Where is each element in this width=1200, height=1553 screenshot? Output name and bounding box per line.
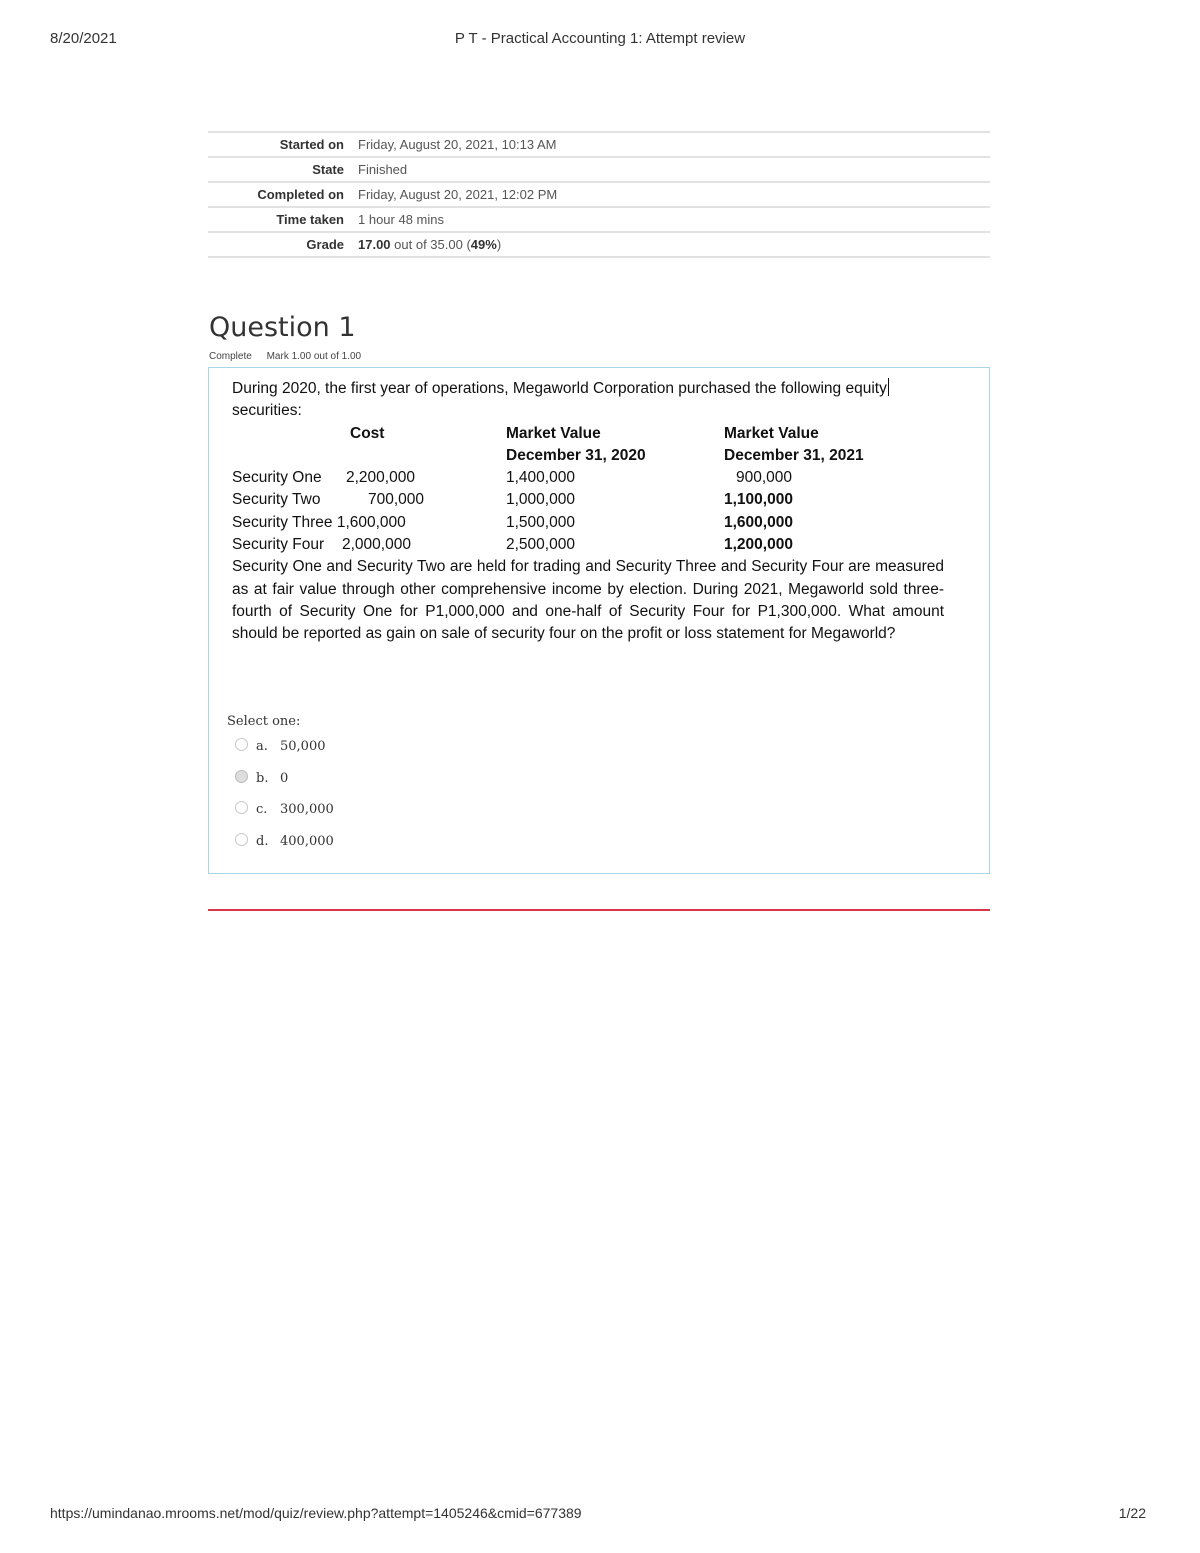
radio-selected-icon[interactable] xyxy=(235,770,248,783)
question-body: Security One and Security Two are held for trading and Security Three and Security Four are measured as at fair value through other comprehensive income by election. During 2021, Megaworld sold three-fourth of Security One for P1,000,000 and one-half of Security Four for P1,300,000. What amount should be reported as gain on sale of security four on the profit or loss statement for Megaworld? xyxy=(232,558,944,643)
grade-score: 17.00 xyxy=(358,237,391,252)
summary-value: Friday, August 20, 2021, 12:02 PM xyxy=(358,187,558,202)
security-name-cost xyxy=(232,512,506,534)
header-cell: December 31, 2021 xyxy=(724,446,864,464)
security-name: Security One xyxy=(232,469,322,487)
securities-table xyxy=(232,423,864,557)
header-cost: Cost xyxy=(350,424,385,442)
question-title: Question 1 xyxy=(209,312,356,343)
header-cell: Market Value xyxy=(506,424,601,442)
radio-icon[interactable] xyxy=(235,801,248,814)
grade-percent: 49% xyxy=(470,237,497,252)
question-divider xyxy=(208,909,990,911)
header-cell xyxy=(232,423,342,445)
print-url: https://umindanao.mrooms.net/mod/quiz/review.php?attempt=1405246&cmid=677389 xyxy=(50,1505,582,1521)
cost-value: 1,600,000 xyxy=(336,513,406,531)
summary-label: Completed on xyxy=(257,187,344,202)
option-letter: d. xyxy=(256,834,269,849)
security-cost xyxy=(342,489,506,511)
grade-close: ) xyxy=(496,237,502,252)
summary-row xyxy=(208,207,990,232)
text-cursor xyxy=(888,378,889,396)
header-cell: December 31, 2020 xyxy=(506,446,646,464)
security-cost xyxy=(342,467,506,489)
question-mark: Mark 1.00 out of 1.00 xyxy=(266,351,362,362)
security-name: Security Three xyxy=(232,513,333,531)
question-intro xyxy=(232,378,944,400)
answer-option-a[interactable] xyxy=(235,738,326,758)
table-row xyxy=(232,512,864,534)
header-cell xyxy=(342,445,506,467)
table-row xyxy=(232,489,864,511)
table-row xyxy=(232,534,864,556)
print-date: 8/20/2021 xyxy=(50,30,117,47)
option-letter: c. xyxy=(256,802,268,817)
security-mv-2020: 1,400,000 xyxy=(506,469,575,487)
header-cell: Market Value xyxy=(724,424,819,442)
cost-value: 2,000,000 xyxy=(342,536,411,554)
radio-icon[interactable] xyxy=(235,738,248,751)
option-text: 400,000 xyxy=(280,834,334,849)
summary-label: Time taken xyxy=(276,212,344,227)
security-name: Security Two xyxy=(232,491,321,509)
summary-label: Grade xyxy=(306,237,344,252)
security-mv-2021 xyxy=(724,467,864,489)
security-mv-2021: 1,100,000 xyxy=(724,491,793,509)
summary-row xyxy=(208,157,990,182)
radio-icon[interactable] xyxy=(235,833,248,846)
summary-row xyxy=(208,232,990,257)
option-letter: a. xyxy=(256,739,268,754)
grade-out-of: out of 35.00 ( xyxy=(390,237,471,252)
answer-option-b[interactable] xyxy=(235,770,288,790)
answer-option-c[interactable] xyxy=(235,801,334,821)
security-cost xyxy=(342,534,506,556)
mv2021-value: 900,000 xyxy=(736,469,793,487)
table-row xyxy=(232,467,864,489)
option-text: 0 xyxy=(280,771,289,786)
select-one-label: Select one: xyxy=(227,714,301,729)
summary-label: Started on xyxy=(279,137,344,152)
header-cell xyxy=(232,445,342,467)
attempt-summary-table xyxy=(208,131,990,258)
security-mv-2021: 1,600,000 xyxy=(724,513,793,531)
question-intro-text: During 2020, the first year of operations, Megaworld Corporation purchased the following equity xyxy=(232,380,887,397)
print-page-number: 1/22 xyxy=(1118,1505,1146,1521)
security-mv-2020: 1,000,000 xyxy=(506,491,575,509)
cost-value: 700,000 xyxy=(368,491,425,509)
option-text: 50,000 xyxy=(280,739,326,754)
header-cell xyxy=(342,423,506,445)
question-status: Complete xyxy=(209,351,252,362)
question-box xyxy=(208,367,990,874)
summary-row xyxy=(208,132,990,157)
table-header-row xyxy=(232,445,864,467)
summary-value: Friday, August 20, 2021, 10:13 AM xyxy=(358,137,557,152)
summary-row xyxy=(208,182,990,207)
security-name: Security Four xyxy=(232,536,325,554)
answer-option-d[interactable] xyxy=(235,833,334,853)
summary-value: 1 hour 48 mins xyxy=(358,212,444,227)
question-intro-2: securities: xyxy=(232,402,302,420)
option-text: 300,000 xyxy=(280,802,334,817)
cost-value: 2,200,000 xyxy=(346,469,415,487)
question-text xyxy=(232,378,944,646)
option-letter: b. xyxy=(256,771,269,786)
summary-value: Finished xyxy=(358,162,408,177)
grade-value xyxy=(358,232,990,257)
question-info xyxy=(209,351,373,362)
security-mv-2021: 1,200,000 xyxy=(724,536,793,554)
security-mv-2020: 2,500,000 xyxy=(506,536,575,554)
print-title: P T - Practical Accounting 1: Attempt review xyxy=(454,30,746,47)
security-mv-2020: 1,500,000 xyxy=(506,513,575,531)
summary-label: State xyxy=(312,162,344,177)
table-header-row xyxy=(232,423,864,445)
